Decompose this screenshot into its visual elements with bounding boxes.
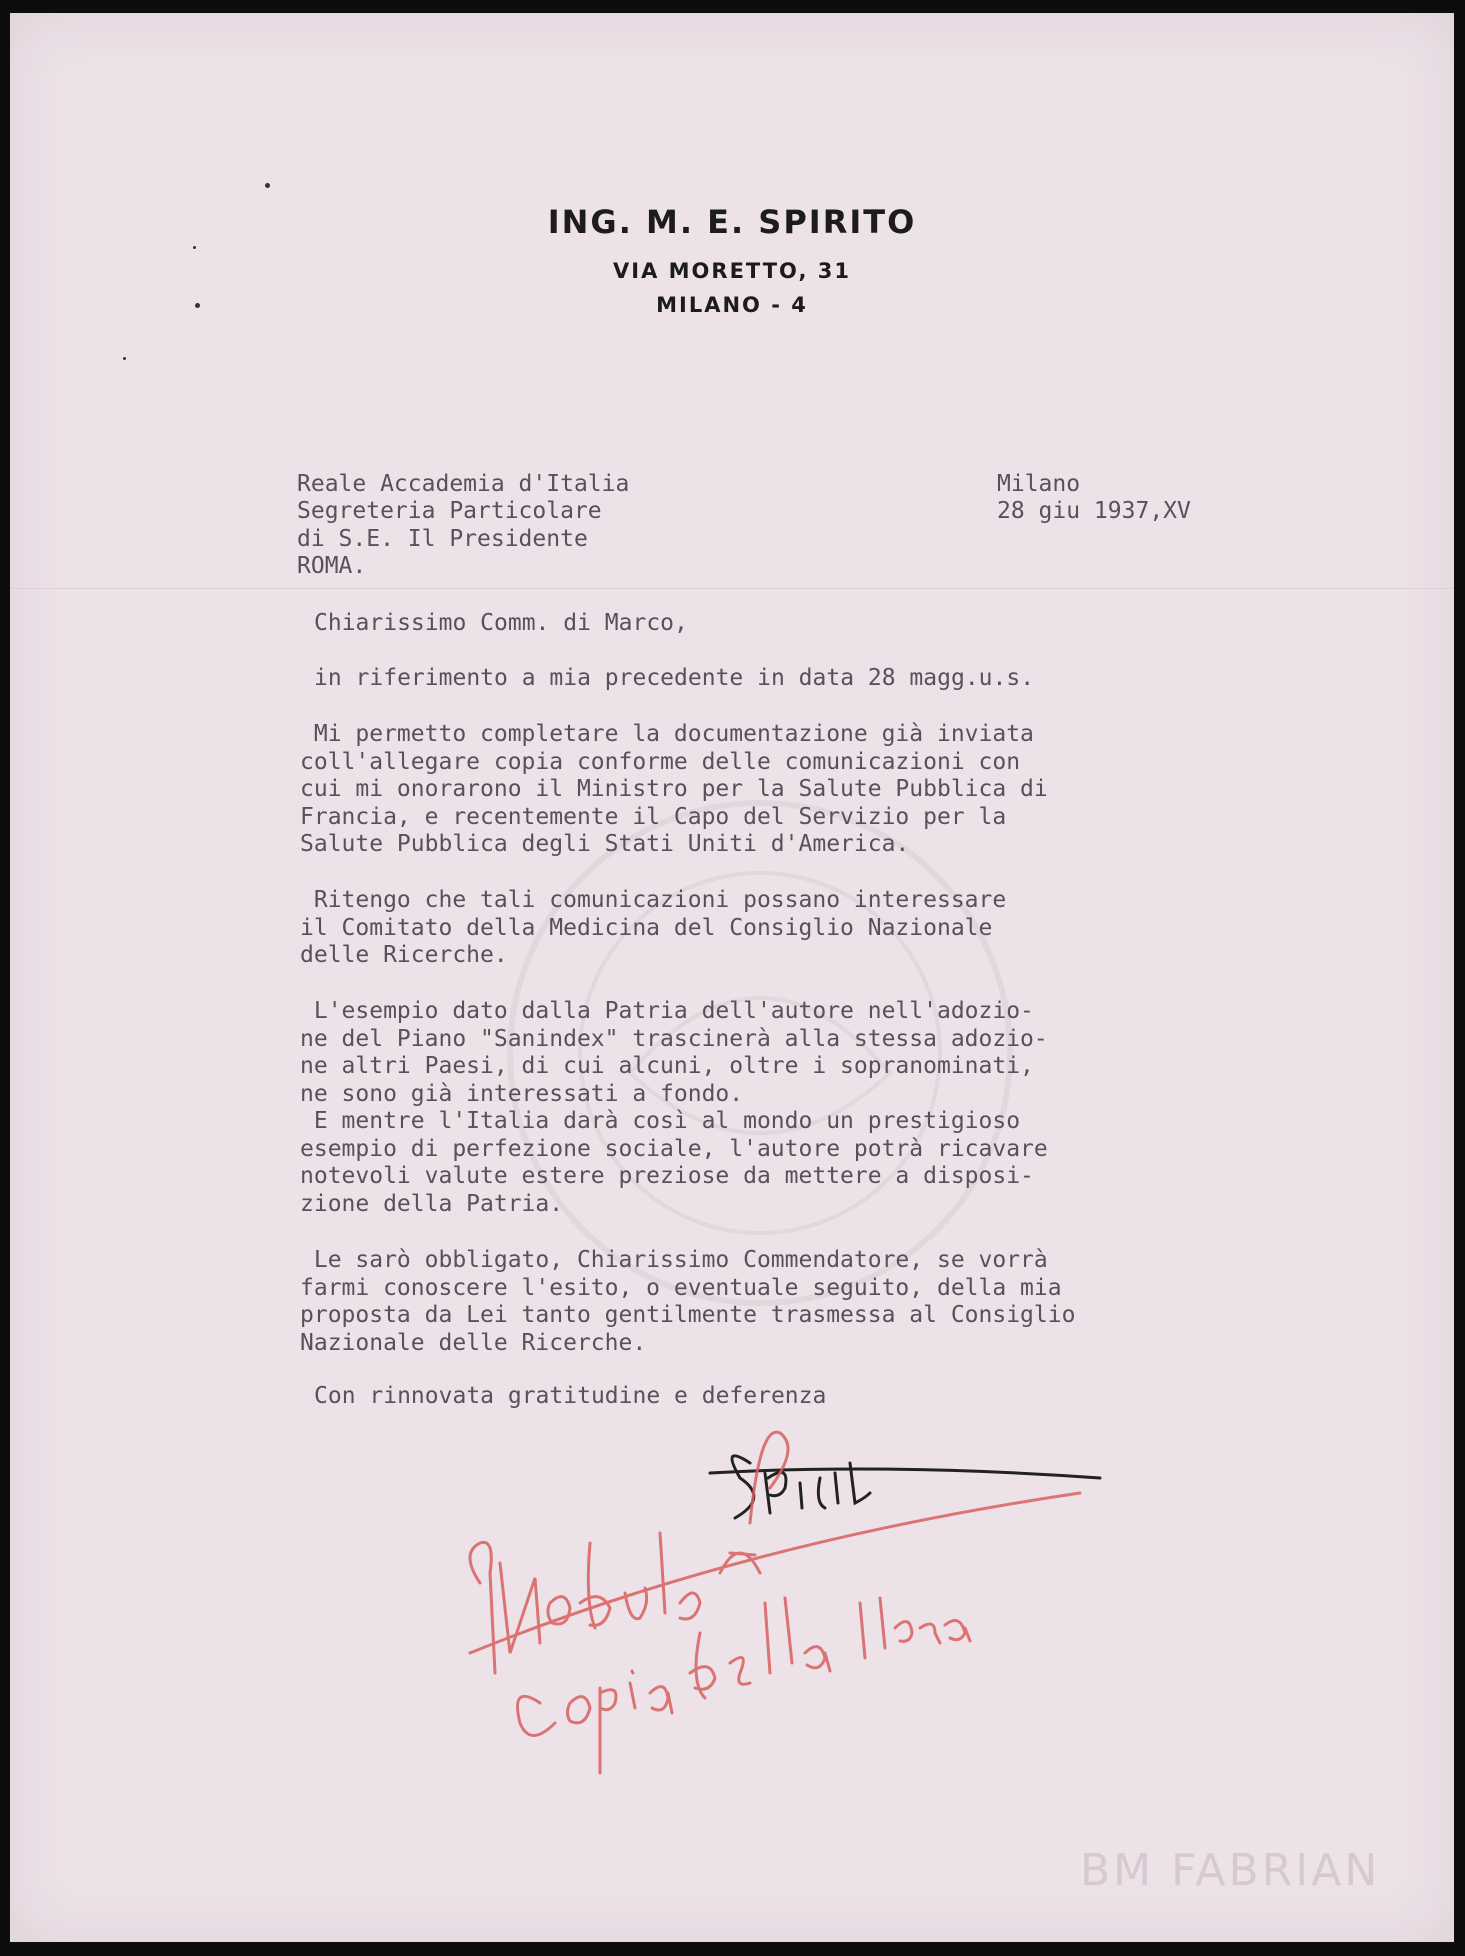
paragraph: Mi permetto completare la documentazione già inviata coll'allegare copia conforme delle comunicazioni con cui mi onorarono il Ministro per la Salute Pubblica di Francia, e recentemente il Capo del Servizio per la Salute Pubblica degli Stati Uniti d'America. (300, 721, 1048, 857)
paragraph: Ritengo che tali comunicazioni possano interessare il Comitato della Medicina del Consiglio Nazionale delle Ricerche. (300, 887, 1007, 968)
paper-fold (10, 588, 1454, 590)
recipient-line: Segreteria Particolare (297, 498, 602, 524)
recipient-address (297, 443, 629, 581)
date: 28 giu 1937,XV (997, 498, 1191, 524)
letterhead-city: MILANO - 4 (656, 293, 808, 317)
place-date (997, 443, 1191, 526)
handwritten-signature (440, 1403, 1220, 1823)
paper-watermark: BM FABRIAN (1080, 1845, 1381, 1896)
recipient-line: Reale Accademia d'Italia (297, 470, 630, 497)
recipient-line: di S.E. Il Presidente (297, 525, 588, 552)
greeting: Chiarissimo Comm. di Marco, (314, 610, 688, 636)
closing: Con rinnovata gratitudine e deferenza (314, 1383, 827, 1409)
paragraph: L'esempio dato dalla Patria dell'autore nell'adozio- ne del Piano "Sanindex" trascinerà alla stessa adozio- ne altri Paesi, di cui alcuni, oltre i sopranominati, ne sono già interessati a fondo. E mentre l'Italia darà così al mondo un prestigioso esempio di perfezione sociale, l'autore potrà ricavare notevoli valute estere preziose da mettere a disposi- zione della Patria. (300, 998, 1048, 1217)
letterhead-street: VIA MORETTO, 31 (613, 259, 851, 283)
letterhead-name: ING. M. E. SPIRITO (547, 203, 917, 241)
letter-sheet (10, 13, 1454, 1942)
recipient-line: ROMA. (297, 553, 367, 579)
paragraph: Le sarò obbligato, Chiarissimo Commendatore, se vorrà farmi conoscere l'esito, o eventuale seguito, della mia proposta da Lei tanto gentilmente trasmessa al Consiglio Nazionale delle Ricerche. (300, 1247, 1076, 1356)
paragraph: in riferimento a mia precedente in data 28 magg.u.s. (314, 665, 1035, 691)
place: Milano (997, 470, 1081, 497)
